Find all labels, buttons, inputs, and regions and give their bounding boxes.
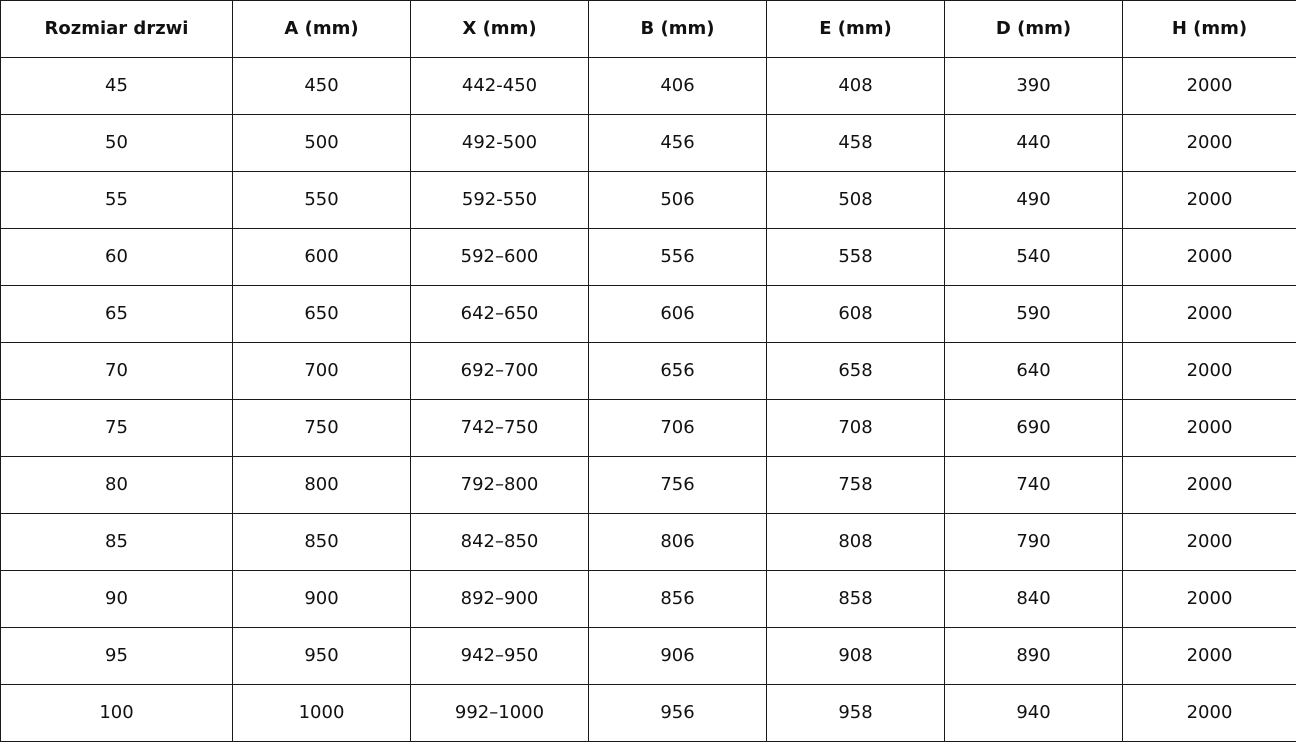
cell-e: 458: [767, 115, 945, 172]
cell-d: 840: [945, 571, 1123, 628]
column-header-x: X (mm): [411, 1, 589, 58]
cell-b: 806: [589, 514, 767, 571]
cell-b: 756: [589, 457, 767, 514]
cell-door-size: 95: [1, 628, 233, 685]
cell-b: 956: [589, 685, 767, 742]
cell-h: 2000: [1123, 172, 1296, 229]
table-row: [1, 571, 1296, 628]
cell-h: 2000: [1123, 58, 1296, 115]
cell-d: 440: [945, 115, 1123, 172]
cell-d: 590: [945, 286, 1123, 343]
cell-b: 456: [589, 115, 767, 172]
cell-door-size: 65: [1, 286, 233, 343]
column-header-b: B (mm): [589, 1, 767, 58]
cell-d: 490: [945, 172, 1123, 229]
cell-h: 2000: [1123, 400, 1296, 457]
cell-e: 508: [767, 172, 945, 229]
cell-d: 540: [945, 229, 1123, 286]
cell-e: 608: [767, 286, 945, 343]
cell-h: 2000: [1123, 286, 1296, 343]
cell-x: 692–700: [411, 343, 589, 400]
cell-x: 942–950: [411, 628, 589, 685]
cell-x: 792–800: [411, 457, 589, 514]
cell-a: 600: [233, 229, 411, 286]
table-header-row: [1, 1, 1296, 58]
cell-x: 842–850: [411, 514, 589, 571]
column-header-e: E (mm): [767, 1, 945, 58]
table-row: [1, 628, 1296, 685]
table-row: [1, 457, 1296, 514]
cell-a: 850: [233, 514, 411, 571]
table-row: [1, 172, 1296, 229]
cell-door-size: 80: [1, 457, 233, 514]
cell-e: 708: [767, 400, 945, 457]
table-row: [1, 400, 1296, 457]
cell-d: 940: [945, 685, 1123, 742]
cell-d: 690: [945, 400, 1123, 457]
cell-a: 900: [233, 571, 411, 628]
cell-d: 790: [945, 514, 1123, 571]
cell-x: 642–650: [411, 286, 589, 343]
cell-e: 808: [767, 514, 945, 571]
cell-door-size: 50: [1, 115, 233, 172]
cell-door-size: 90: [1, 571, 233, 628]
cell-a: 500: [233, 115, 411, 172]
cell-a: 550: [233, 172, 411, 229]
column-header-d: D (mm): [945, 1, 1123, 58]
cell-b: 656: [589, 343, 767, 400]
cell-b: 406: [589, 58, 767, 115]
cell-b: 606: [589, 286, 767, 343]
cell-b: 556: [589, 229, 767, 286]
cell-a: 800: [233, 457, 411, 514]
table-row: [1, 58, 1296, 115]
cell-a: 650: [233, 286, 411, 343]
cell-door-size: 75: [1, 400, 233, 457]
cell-d: 640: [945, 343, 1123, 400]
cell-a: 950: [233, 628, 411, 685]
cell-b: 506: [589, 172, 767, 229]
cell-h: 2000: [1123, 514, 1296, 571]
table-row: [1, 115, 1296, 172]
cell-h: 2000: [1123, 343, 1296, 400]
cell-a: 750: [233, 400, 411, 457]
table-row: [1, 343, 1296, 400]
cell-e: 958: [767, 685, 945, 742]
cell-e: 558: [767, 229, 945, 286]
cell-a: 700: [233, 343, 411, 400]
column-header-a: A (mm): [233, 1, 411, 58]
cell-h: 2000: [1123, 115, 1296, 172]
cell-a: 450: [233, 58, 411, 115]
cell-d: 390: [945, 58, 1123, 115]
cell-door-size: 45: [1, 58, 233, 115]
cell-door-size: 60: [1, 229, 233, 286]
cell-e: 408: [767, 58, 945, 115]
cell-x: 592–600: [411, 229, 589, 286]
cell-x: 742–750: [411, 400, 589, 457]
cell-h: 2000: [1123, 457, 1296, 514]
cell-x: 442-450: [411, 58, 589, 115]
cell-e: 858: [767, 571, 945, 628]
column-header-h: H (mm): [1123, 1, 1296, 58]
cell-door-size: 70: [1, 343, 233, 400]
column-header-door-size: Rozmiar drzwi: [1, 1, 233, 58]
cell-h: 2000: [1123, 229, 1296, 286]
cell-h: 2000: [1123, 685, 1296, 742]
cell-d: 890: [945, 628, 1123, 685]
cell-h: 2000: [1123, 628, 1296, 685]
cell-b: 706: [589, 400, 767, 457]
cell-e: 758: [767, 457, 945, 514]
cell-x: 892–900: [411, 571, 589, 628]
cell-door-size: 100: [1, 685, 233, 742]
table-row: [1, 286, 1296, 343]
table-row: [1, 685, 1296, 742]
cell-x: 492-500: [411, 115, 589, 172]
table-row: [1, 514, 1296, 571]
cell-d: 740: [945, 457, 1123, 514]
cell-door-size: 55: [1, 172, 233, 229]
cell-e: 658: [767, 343, 945, 400]
cell-b: 856: [589, 571, 767, 628]
cell-a: 1000: [233, 685, 411, 742]
cell-x: 592-550: [411, 172, 589, 229]
cell-b: 906: [589, 628, 767, 685]
table-row: [1, 229, 1296, 286]
cell-x: 992–1000: [411, 685, 589, 742]
cell-e: 908: [767, 628, 945, 685]
cell-door-size: 85: [1, 514, 233, 571]
cell-h: 2000: [1123, 571, 1296, 628]
